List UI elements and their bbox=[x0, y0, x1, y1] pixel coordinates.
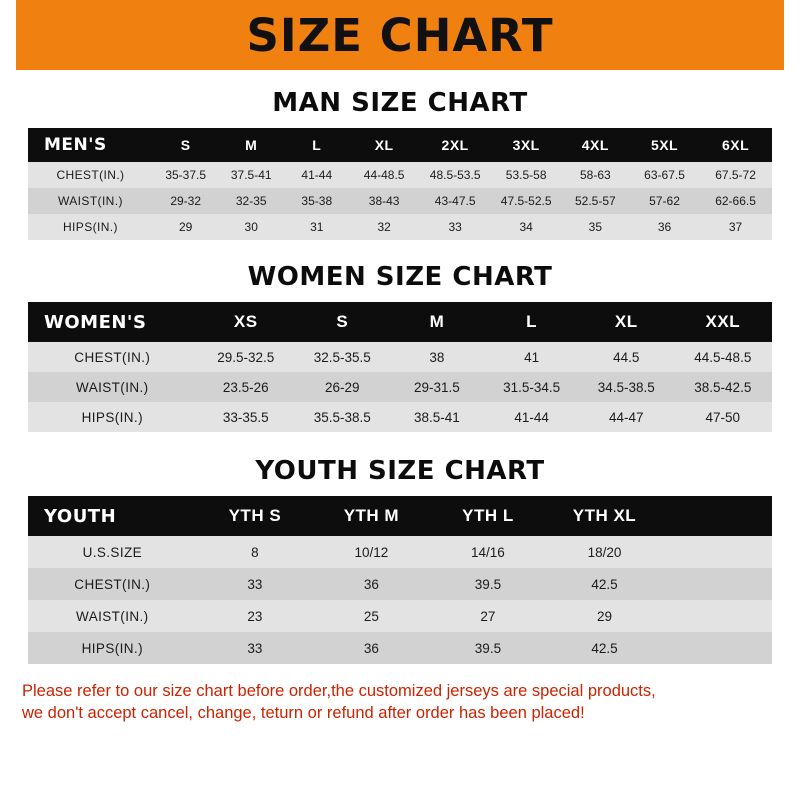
col-header-empty bbox=[663, 496, 772, 536]
cell bbox=[663, 632, 772, 664]
row-label-hips: HIPS(IN.) bbox=[28, 632, 197, 664]
cell: 29.5-32.5 bbox=[197, 342, 295, 372]
table-women bbox=[28, 302, 772, 432]
cell bbox=[663, 536, 772, 568]
row-label-waist: WAIST(IN.) bbox=[28, 600, 197, 632]
cell: 38.5-41 bbox=[390, 402, 485, 432]
table-header-row bbox=[28, 496, 772, 536]
section-women bbox=[0, 262, 800, 432]
header-band bbox=[0, 0, 800, 70]
table-row bbox=[28, 342, 772, 372]
cell: 35 bbox=[561, 214, 630, 240]
col-header-l: L bbox=[284, 128, 350, 162]
col-header-s: S bbox=[295, 302, 390, 342]
col-header-s: S bbox=[153, 128, 219, 162]
cell: 63-67.5 bbox=[630, 162, 699, 188]
col-header-xl: XL bbox=[579, 302, 674, 342]
cell: 44.5-48.5 bbox=[674, 342, 772, 372]
cell: 42.5 bbox=[546, 632, 663, 664]
header-left-strip bbox=[0, 0, 16, 70]
cell: 37 bbox=[699, 214, 772, 240]
cell: 41-44 bbox=[284, 162, 350, 188]
cell: 42.5 bbox=[546, 568, 663, 600]
table-row bbox=[28, 600, 772, 632]
row-label-waist: WAIST(IN.) bbox=[28, 372, 197, 402]
section-title-youth: YOUTH SIZE CHART bbox=[255, 456, 545, 486]
cell: 27 bbox=[430, 600, 547, 632]
header-right-strip bbox=[784, 0, 800, 70]
col-header-mens: MEN'S bbox=[28, 128, 153, 162]
cell: 39.5 bbox=[430, 632, 547, 664]
cell: 34 bbox=[492, 214, 561, 240]
cell: 32.5-35.5 bbox=[295, 342, 390, 372]
cell: 33-35.5 bbox=[197, 402, 295, 432]
cell: 32 bbox=[350, 214, 419, 240]
cell: 48.5-53.5 bbox=[419, 162, 492, 188]
cell: 38.5-42.5 bbox=[674, 372, 772, 402]
cell: 44.5 bbox=[579, 342, 674, 372]
cell: 25 bbox=[313, 600, 430, 632]
cell: 32-35 bbox=[218, 188, 284, 214]
cell: 36 bbox=[313, 568, 430, 600]
cell: 41 bbox=[484, 342, 579, 372]
col-header-yth-m: YTH M bbox=[313, 496, 430, 536]
row-label-chest: CHEST(IN.) bbox=[28, 568, 197, 600]
section-title-man: MAN SIZE CHART bbox=[272, 88, 528, 118]
cell: 38 bbox=[390, 342, 485, 372]
section-man bbox=[0, 88, 800, 240]
table-row bbox=[28, 536, 772, 568]
cell: 8 bbox=[197, 536, 314, 568]
cell: 14/16 bbox=[430, 536, 547, 568]
col-header-yth-s: YTH S bbox=[197, 496, 314, 536]
cell: 35-38 bbox=[284, 188, 350, 214]
cell: 34.5-38.5 bbox=[579, 372, 674, 402]
col-header-yth-l: YTH L bbox=[430, 496, 547, 536]
col-header-youth: YOUTH bbox=[28, 496, 197, 536]
footer-note-line-2: we don't accept cancel, change, teturn or refund after order has been placed! bbox=[22, 704, 585, 723]
cell: 23.5-26 bbox=[197, 372, 295, 402]
cell: 41-44 bbox=[484, 402, 579, 432]
row-label-chest: CHEST(IN.) bbox=[28, 342, 197, 372]
cell: 23 bbox=[197, 600, 314, 632]
cell: 31.5-34.5 bbox=[484, 372, 579, 402]
footer-note-line-1: Please refer to our size chart before order,the customized jerseys are special products, bbox=[22, 682, 656, 700]
cell: 26-29 bbox=[295, 372, 390, 402]
cell: 67.5-72 bbox=[699, 162, 772, 188]
col-header-m: M bbox=[218, 128, 284, 162]
cell: 57-62 bbox=[630, 188, 699, 214]
table-youth bbox=[28, 496, 772, 664]
cell: 52.5-57 bbox=[561, 188, 630, 214]
section-title-women: WOMEN SIZE CHART bbox=[247, 262, 553, 292]
cell: 33 bbox=[419, 214, 492, 240]
cell: 37.5-41 bbox=[218, 162, 284, 188]
table-row bbox=[28, 568, 772, 600]
section-youth bbox=[0, 456, 800, 664]
cell: 30 bbox=[218, 214, 284, 240]
cell: 62-66.5 bbox=[699, 188, 772, 214]
col-header-xs: XS bbox=[197, 302, 295, 342]
row-label-hips: HIPS(IN.) bbox=[28, 402, 197, 432]
row-label-hips: HIPS(IN.) bbox=[28, 214, 153, 240]
cell bbox=[663, 568, 772, 600]
cell: 44-48.5 bbox=[350, 162, 419, 188]
col-header-m: M bbox=[390, 302, 485, 342]
cell: 38-43 bbox=[350, 188, 419, 214]
cell: 36 bbox=[313, 632, 430, 664]
col-header-5xl: 5XL bbox=[630, 128, 699, 162]
table-row bbox=[28, 372, 772, 402]
table-row bbox=[28, 214, 772, 240]
table-row bbox=[28, 632, 772, 664]
cell: 33 bbox=[197, 632, 314, 664]
col-header-4xl: 4XL bbox=[561, 128, 630, 162]
table-header-row bbox=[28, 302, 772, 342]
row-label-waist: WAIST(IN.) bbox=[28, 188, 153, 214]
col-header-3xl: 3XL bbox=[492, 128, 561, 162]
cell: 35.5-38.5 bbox=[295, 402, 390, 432]
row-label-chest: CHEST(IN.) bbox=[28, 162, 153, 188]
cell: 31 bbox=[284, 214, 350, 240]
cell: 18/20 bbox=[546, 536, 663, 568]
page-title: SIZE CHART bbox=[246, 8, 554, 62]
cell: 44-47 bbox=[579, 402, 674, 432]
col-header-6xl: 6XL bbox=[699, 128, 772, 162]
col-header-womens: WOMEN'S bbox=[28, 302, 197, 342]
table-man bbox=[28, 128, 772, 240]
cell: 36 bbox=[630, 214, 699, 240]
cell: 29 bbox=[546, 600, 663, 632]
cell: 29-32 bbox=[153, 188, 219, 214]
col-header-2xl: 2XL bbox=[419, 128, 492, 162]
cell: 29 bbox=[153, 214, 219, 240]
col-header-xxl: XXL bbox=[674, 302, 772, 342]
col-header-xl: XL bbox=[350, 128, 419, 162]
cell: 58-63 bbox=[561, 162, 630, 188]
cell: 53.5-58 bbox=[492, 162, 561, 188]
cell: 43-47.5 bbox=[419, 188, 492, 214]
cell bbox=[663, 600, 772, 632]
cell: 10/12 bbox=[313, 536, 430, 568]
table-row bbox=[28, 188, 772, 214]
table-header-row bbox=[28, 128, 772, 162]
table-row bbox=[28, 162, 772, 188]
cell: 35-37.5 bbox=[153, 162, 219, 188]
col-header-yth-xl: YTH XL bbox=[546, 496, 663, 536]
col-header-l: L bbox=[484, 302, 579, 342]
row-label-us-size: U.S.SIZE bbox=[28, 536, 197, 568]
table-row bbox=[28, 402, 772, 432]
cell: 33 bbox=[197, 568, 314, 600]
cell: 47-50 bbox=[674, 402, 772, 432]
cell: 29-31.5 bbox=[390, 372, 485, 402]
cell: 47.5-52.5 bbox=[492, 188, 561, 214]
cell: 39.5 bbox=[430, 568, 547, 600]
footer-note bbox=[22, 680, 778, 725]
